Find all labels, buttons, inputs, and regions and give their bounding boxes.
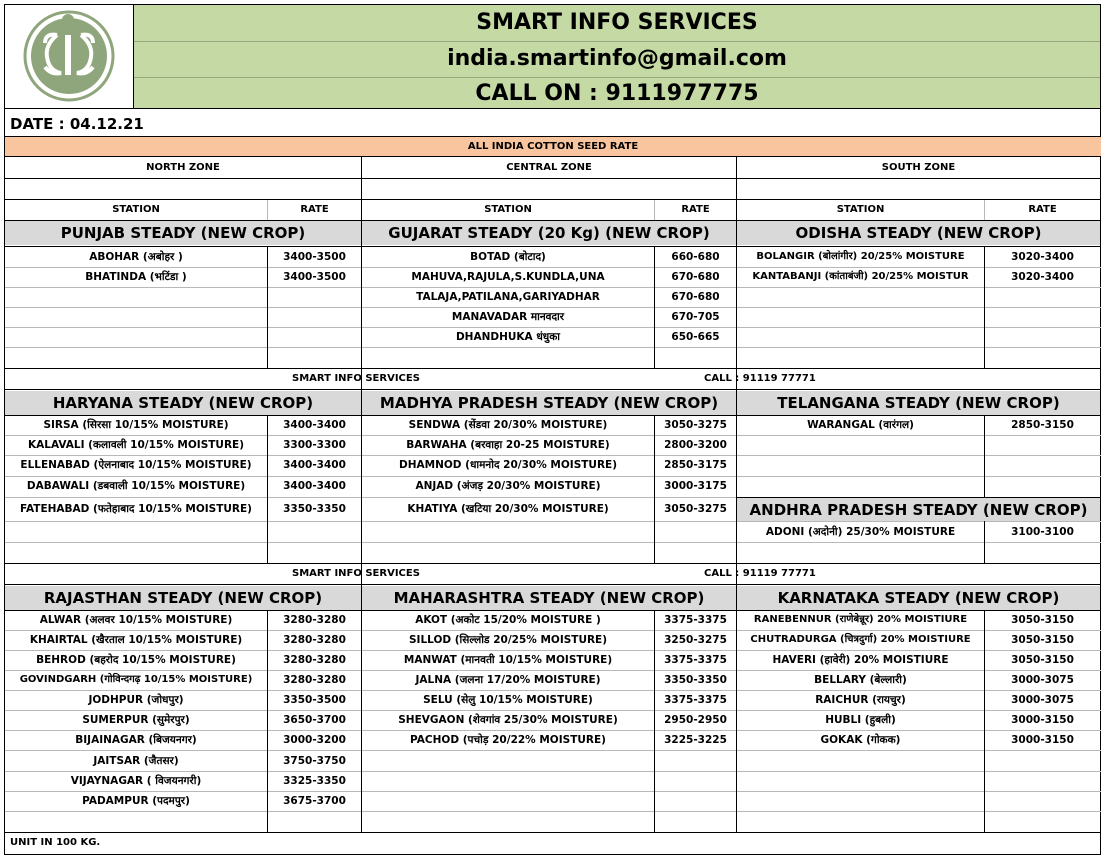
gridline <box>5 730 1101 731</box>
company-name: SMART INFO SERVICES <box>476 10 758 35</box>
separator-company: SMART INFO SERVICES <box>292 373 420 384</box>
station-cell: HAVERI (हावेरी) 20% MOISTIURE <box>772 654 949 666</box>
rate-cell: 650-665 <box>671 331 720 343</box>
divider <box>654 610 655 832</box>
divider <box>267 246 268 368</box>
rate-cell: 3000-3150 <box>1011 714 1074 726</box>
station-cell: FATEHABAD (फतेहाबाद 10/15% MOISTURE) <box>20 503 252 515</box>
col-rate-north: RATE <box>300 204 329 215</box>
call-number: CALL ON : 9111977775 <box>475 81 759 106</box>
divider <box>5 832 1101 833</box>
col-station-central: STATION <box>484 204 532 215</box>
station-cell: ADONI (अदोनी) 25/30% MOISTURE <box>765 526 956 538</box>
rate-cell: 3000-3200 <box>283 734 346 746</box>
rate-cell: 3020-3400 <box>1011 271 1074 283</box>
rate-cell: 3280-3280 <box>283 674 346 686</box>
station-cell: SENDWA (सेंडवा 20/30% MOISTURE) <box>408 419 608 431</box>
station-cell: KALAVALI (कलावली 10/15% MOISTURE) <box>27 439 245 451</box>
station-cell: GOVINDGARH (गोविन्दगढ़ 10/15% MOISTURE) <box>19 674 253 685</box>
divider <box>267 415 268 563</box>
zone-south: SOUTH ZONE <box>881 162 956 173</box>
divider <box>5 584 1101 585</box>
divider <box>984 521 985 563</box>
station-cell: DHAMNOD (धामनोद 20/30% MOISTURE) <box>398 459 618 471</box>
gridline <box>5 435 1101 436</box>
rate-cell: 3250-3275 <box>664 634 727 646</box>
unit-note: UNIT IN 100 KG. <box>10 837 101 848</box>
station-cell: SELU (सेलु 10/15% MOISTURE) <box>423 694 593 706</box>
rate-cell: 3400-3400 <box>283 480 346 492</box>
state-punjab: PUNJAB STEADY (NEW CROP) <box>5 221 361 245</box>
station-cell: RAICHUR (रायचुर) <box>815 694 906 706</box>
gridline <box>5 771 1101 772</box>
station-cell: DABAWALI (डबवाली 10/15% MOISTURE) <box>26 480 246 492</box>
state-karnataka: KARNATAKA STEADY (NEW CROP) <box>737 586 1100 610</box>
divider <box>5 368 1101 369</box>
divider <box>984 246 985 368</box>
rate-cell: 3400-3400 <box>283 459 346 471</box>
divider <box>984 610 985 832</box>
gridline <box>5 791 1101 792</box>
rate-cell: 3675-3700 <box>283 795 346 807</box>
station-cell: KHATIYA (खटिया 20/30% MOISTURE) <box>407 503 609 515</box>
gridline <box>984 200 985 220</box>
state-telangana: TELANGANA STEADY (NEW CROP) <box>737 391 1100 415</box>
rate-cell: 3050-3150 <box>1011 634 1074 646</box>
station-cell: DHANDHUKA धंधुका <box>455 331 561 343</box>
station-cell: BEHROD (बहरोद 10/15% MOISTURE) <box>36 654 236 666</box>
gridline <box>5 347 1101 348</box>
state-maharashtra: MAHARASHTRA STEADY (NEW CROP) <box>362 586 736 610</box>
station-cell: SHEVGAON (शेवगांव 25/30% MOISTURE) <box>398 714 618 726</box>
rate-cell: 3350-3350 <box>283 503 346 515</box>
state-rajasthan: RAJASTHAN STEADY (NEW CROP) <box>5 586 361 610</box>
gridline <box>5 630 1101 631</box>
gridline <box>5 476 1101 477</box>
rate-cell: 3750-3750 <box>283 755 346 767</box>
rate-cell: 3280-3280 <box>283 654 346 666</box>
rate-cell: 2850-3150 <box>1011 419 1074 431</box>
state-gujarat: GUJARAT STEADY (20 Kg) (NEW CROP) <box>362 221 736 245</box>
station-cell: KANTABANJI (कांताबंजी) 20/25% MOISTUR <box>752 271 969 282</box>
separator-call: CALL : 91119 77771 <box>704 373 816 384</box>
station-cell: JODHPUR (जोधपुर) <box>88 694 184 706</box>
report-date: DATE : 04.12.21 <box>10 115 144 133</box>
station-cell: SIRSA (सिरसा 10/15% MOISTURE) <box>43 419 229 431</box>
station-cell: BELLARY (बेल्लारी) <box>814 674 907 686</box>
station-cell: PADAMPUR (पदमपुर) <box>82 795 190 807</box>
station-cell: BHATINDA (भटिंडा ) <box>85 271 187 283</box>
rate-cell: 2850-3175 <box>664 459 727 471</box>
gridline <box>5 287 1101 288</box>
gridline <box>5 811 1101 812</box>
divider <box>267 610 268 832</box>
rate-cell: 3350-3350 <box>664 674 727 686</box>
rate-cell: 3400-3500 <box>283 271 346 283</box>
state-haryana: HARYANA STEADY (NEW CROP) <box>5 391 361 415</box>
divider <box>5 108 1101 109</box>
separator-company: SMART INFO SERVICES <box>292 568 420 579</box>
rate-cell: 2950-2950 <box>664 714 727 726</box>
rate-cell: 3050-3275 <box>664 419 727 431</box>
station-cell: KHAIRTAL (खैरताल 10/15% MOISTURE) <box>29 634 243 646</box>
rate-cell: 3400-3400 <box>283 419 346 431</box>
rate-cell: 3280-3280 <box>283 614 346 626</box>
zone-central: CENTRAL ZONE <box>506 162 592 173</box>
gridline <box>5 307 1101 308</box>
rate-cell: 3225-3225 <box>664 734 727 746</box>
company-logo-icon <box>5 5 133 108</box>
station-cell: BARWAHA (बरवाहा 20-25 MOISTURE) <box>406 439 610 451</box>
rate-cell: 3400-3500 <box>283 251 346 263</box>
gridline <box>5 521 1101 522</box>
gridline <box>5 542 1101 543</box>
rate-cell: 3050-3150 <box>1011 614 1074 626</box>
rate-cell: 3000-3150 <box>1011 734 1074 746</box>
rate-cell: 3100-3100 <box>1011 526 1074 538</box>
divider <box>984 415 985 497</box>
gridline <box>5 710 1101 711</box>
rate-cell: 3000-3075 <box>1011 694 1074 706</box>
station-cell: MAHUVA,RAJULA,S.KUNDLA,UNA <box>411 271 605 283</box>
station-cell: SILLOD (सिल्लोड 20/25% MOISTURE) <box>408 634 608 646</box>
station-cell: WARANGAL (वारंगल) <box>807 419 914 431</box>
rate-cell: 3050-3275 <box>664 503 727 515</box>
rate-cell: 670-705 <box>671 311 720 323</box>
gridline <box>267 200 268 220</box>
rate-cell: 3000-3075 <box>1011 674 1074 686</box>
state-madhya-pradesh: MADHYA PRADESH STEADY (NEW CROP) <box>362 391 736 415</box>
gridline <box>5 650 1101 651</box>
station-cell: RANEBENNUR (राणेबेन्नूर) 20% MOISTIURE <box>753 614 968 625</box>
rate-cell: 670-680 <box>671 291 720 303</box>
station-cell: ELLENABAD (ऐलनाबाद 10/15% MOISTURE) <box>20 459 252 471</box>
state-andhra-pradesh: ANDHRA PRADESH STEADY (NEW CROP) <box>737 498 1100 522</box>
divider <box>5 563 1101 564</box>
rate-cell: 3375-3375 <box>664 614 727 626</box>
rate-cell: 3325-3350 <box>283 775 346 787</box>
rate-cell: 670-680 <box>671 271 720 283</box>
divider <box>133 5 134 108</box>
rate-cell: 3050-3150 <box>1011 654 1074 666</box>
divider <box>654 246 655 368</box>
gridline <box>5 327 1101 328</box>
rate-cell: 2800-3200 <box>664 439 727 451</box>
station-cell: BIJAINAGAR (बिजयनगर) <box>75 734 197 746</box>
station-cell: JAITSAR (जैतसर) <box>93 755 179 767</box>
company-email[interactable]: india.smartinfo@gmail.com <box>447 46 787 71</box>
divider <box>654 415 655 563</box>
gridline <box>5 690 1101 691</box>
col-rate-central: RATE <box>681 204 710 215</box>
station-cell: BOLANGIR (बोलांगीर) 20/25% MOISTURE <box>756 251 965 262</box>
station-cell: CHUTRADURGA (चित्रदुर्गा) 20% MOISTIURE <box>750 634 971 645</box>
state-odisha: ODISHA STEADY (NEW CROP) <box>737 221 1100 245</box>
gridline <box>654 200 655 220</box>
station-cell: ABOHAR (अबोहर ) <box>89 251 183 263</box>
rate-cell: 660-680 <box>671 251 720 263</box>
station-cell: HUBLI (हुबली) <box>825 714 896 726</box>
station-cell: MANWAT (मानवती 10/15% MOISTURE) <box>403 654 613 666</box>
station-cell: TALAJA,PATILANA,GARIYADHAR <box>416 291 600 303</box>
logo <box>5 5 133 108</box>
rate-cell: 3375-3375 <box>664 654 727 666</box>
rate-cell: 3650-3700 <box>283 714 346 726</box>
zone-north: NORTH ZONE <box>146 162 220 173</box>
col-station-south: STATION <box>836 204 885 215</box>
rate-cell: 3375-3375 <box>664 694 727 706</box>
station-cell: MANAVADAR मानवदार <box>451 311 565 323</box>
station-cell: JALNA (जलना 17/20% MOISTURE) <box>415 674 601 686</box>
rate-cell: 3000-3175 <box>664 480 727 492</box>
divider <box>5 178 1101 179</box>
col-station-north: STATION <box>112 204 160 215</box>
station-cell: BOTAD (बोटाद) <box>470 251 546 263</box>
table-title: ALL INDIA COTTON SEED RATE <box>5 137 1101 156</box>
station-cell: PACHOD (पचोड़ 20/22% MOISTURE) <box>410 734 606 746</box>
station-cell: ALWAR (अलवर 10/15% MOISTURE) <box>39 614 233 626</box>
rate-cell: 3280-3280 <box>283 634 346 646</box>
rate-cell: 3300-3300 <box>283 439 346 451</box>
col-rate-south: RATE <box>1028 204 1057 215</box>
gridline <box>5 750 1101 751</box>
divider <box>5 389 1101 390</box>
separator-call: CALL : 91119 77771 <box>704 568 816 579</box>
station-cell: ANJAD (अंजड़ 20/30% MOISTURE) <box>415 480 601 492</box>
station-cell: GOKAK (गोकक) <box>820 734 901 746</box>
divider <box>361 157 362 833</box>
gridline <box>5 455 1101 456</box>
divider <box>736 157 737 833</box>
station-cell: SUMERPUR (सुमेरपुर) <box>82 714 190 726</box>
gridline <box>5 267 1101 268</box>
gridline <box>5 670 1101 671</box>
rate-cell: 3020-3400 <box>1011 251 1074 263</box>
station-cell: AKOT (अकोट 15/20% MOISTURE ) <box>415 614 601 626</box>
divider <box>737 497 1101 498</box>
station-cell: VIJAYNAGAR ( विजयनगरी) <box>70 775 202 787</box>
rate-cell: 3350-3500 <box>283 694 346 706</box>
